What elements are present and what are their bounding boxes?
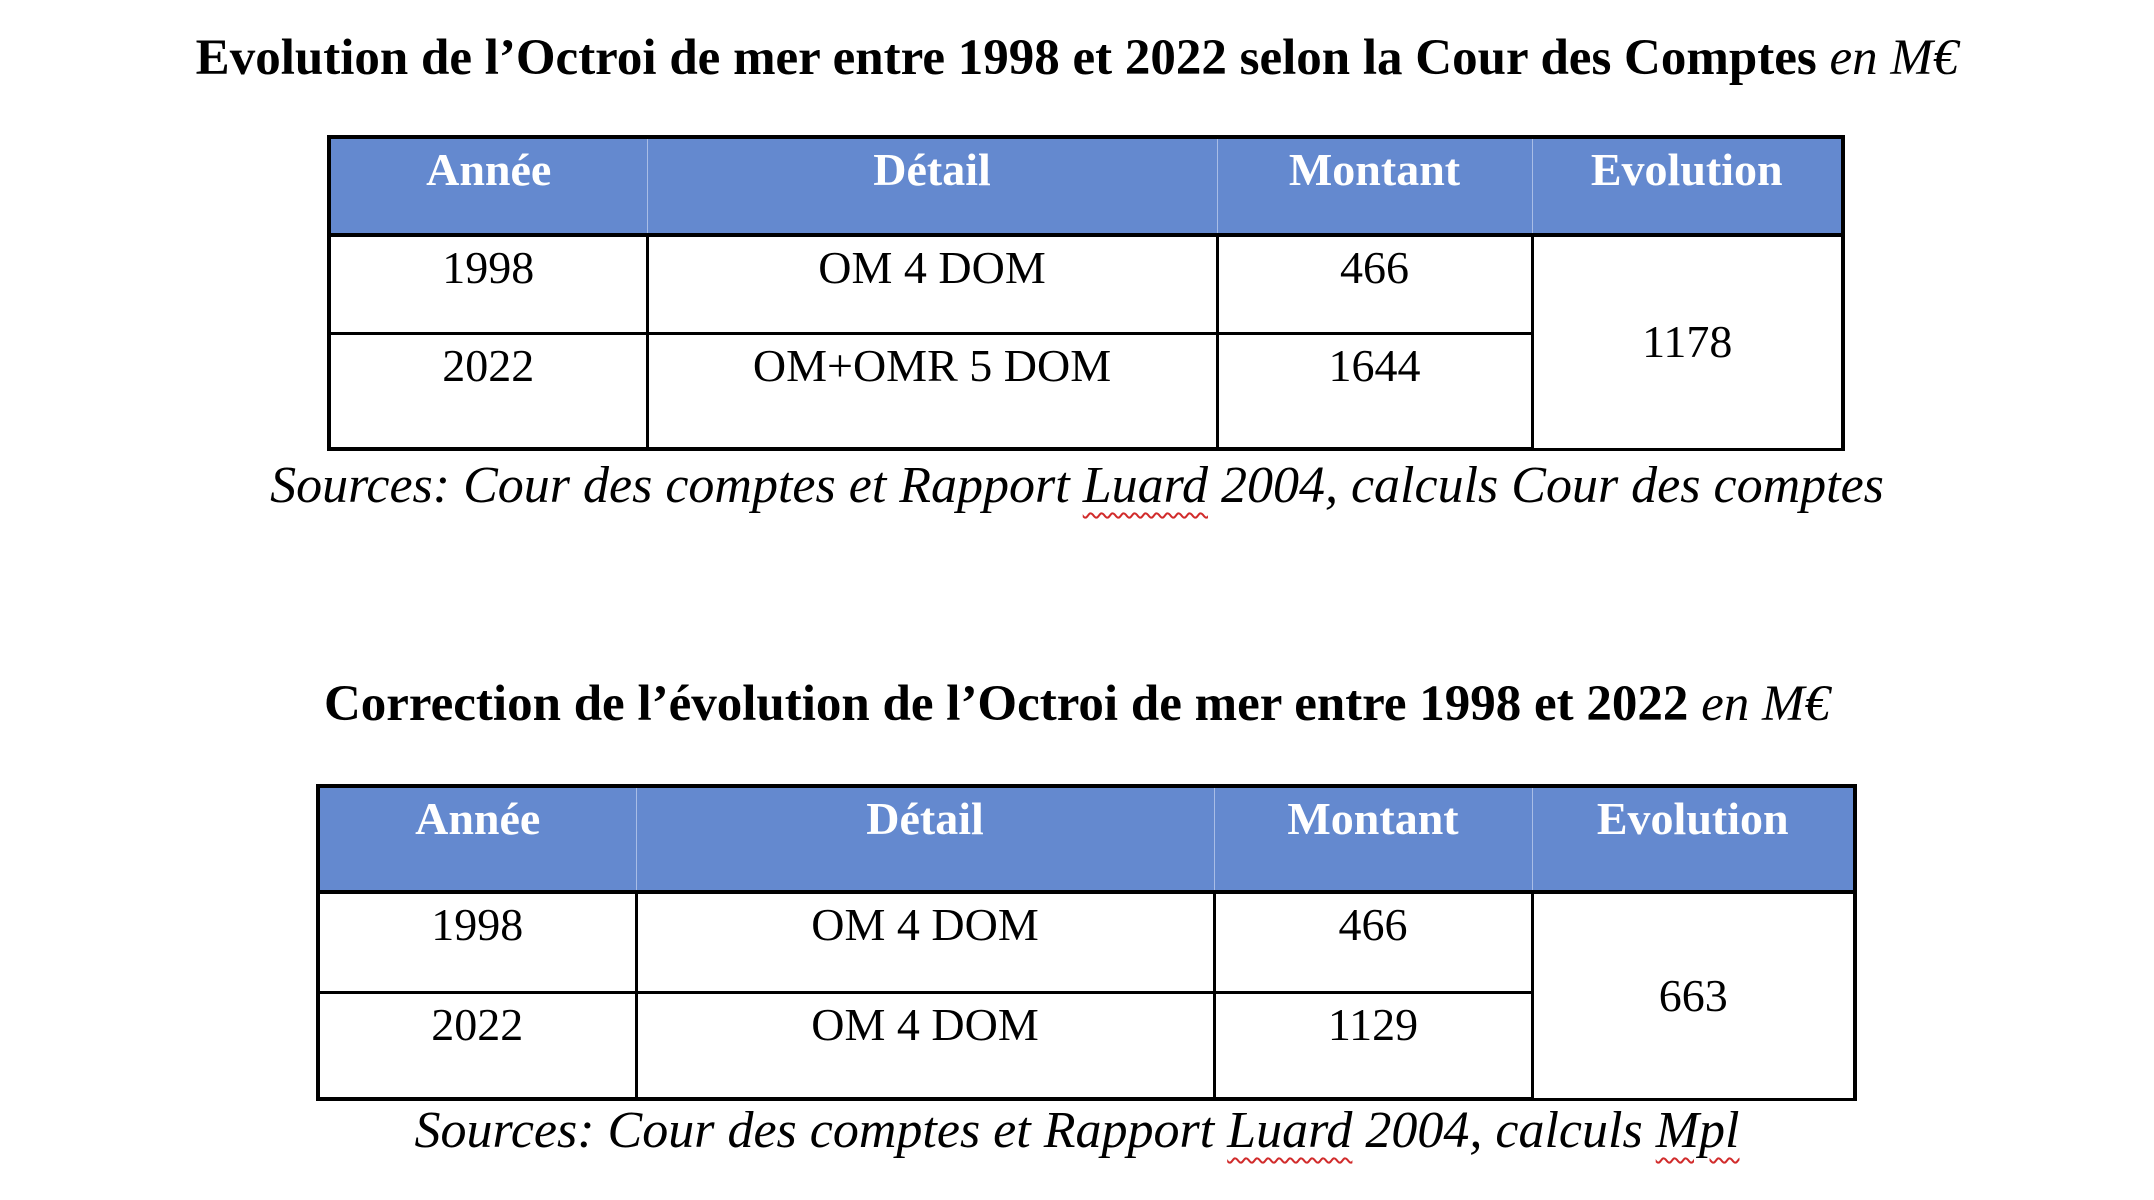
table2-cell-annee: 2022 [318,992,636,1099]
table2-header-row [318,786,1855,892]
table1-header-evolution: Evolution [1532,137,1843,235]
table1-header-annee: Année [329,137,647,235]
table2-source-flagged-word: Luard [1227,1102,1353,1159]
table2-cell-annee: 1998 [318,892,636,992]
table1-title-unit: en M€ [1829,30,1959,86]
table2-source [0,1100,2154,1162]
table1-cell-annee: 1998 [329,235,647,333]
table2-cell-montant: 1129 [1214,992,1532,1099]
table2-source-flagged-word-2: Mpl [1655,1102,1740,1159]
table2-title-text: Correction de l’évolution de l’Octroi de mer entre 1998 et 2022 [323,676,1689,732]
table1-source-prefix: Sources: Cour des comptes et Rapport [270,457,1083,514]
table1-source-suffix: 2004, calculs Cour des comptes [1207,457,1884,514]
table1-cell-montant: 1644 [1217,333,1532,449]
table1 [327,135,1845,451]
table1-header-detail: Détail [647,137,1217,235]
table2-header-montant: Montant [1214,786,1532,892]
table1-cell-annee: 2022 [329,333,647,449]
table2-title [0,674,2154,734]
table1-cell-detail: OM+OMR 5 DOM [647,333,1217,449]
table-row [329,235,1843,333]
table2-cell-evolution: 663 [1532,892,1855,1099]
table-row [318,892,1855,992]
table1-header-montant: Montant [1217,137,1532,235]
table2-cell-montant: 466 [1214,892,1532,992]
table1-title [0,28,2154,88]
table1-cell-detail: OM 4 DOM [647,235,1217,333]
table2-header-detail: Détail [636,786,1214,892]
table2 [316,784,1857,1101]
table2-header-annee: Année [318,786,636,892]
table1-source [0,455,2154,517]
table1-cell-montant: 466 [1217,235,1532,333]
table2-cell-detail: OM 4 DOM [636,992,1214,1099]
table2-cell-detail: OM 4 DOM [636,892,1214,992]
table2-header-evolution: Evolution [1532,786,1855,892]
table2-title-unit: en M€ [1701,676,1831,732]
table2-source-prefix: Sources: Cour des comptes et Rapport [414,1102,1228,1159]
table1-source-flagged-word: Luard [1082,457,1208,514]
table1-title-text: Evolution de l’Octroi de mer entre 1998 et 2022 selon la Cour des Comptes [195,30,1817,86]
table1-cell-evolution: 1178 [1532,235,1843,449]
table2-source-middle: 2004, calculs [1352,1102,1656,1159]
table1-header-row [329,137,1843,235]
